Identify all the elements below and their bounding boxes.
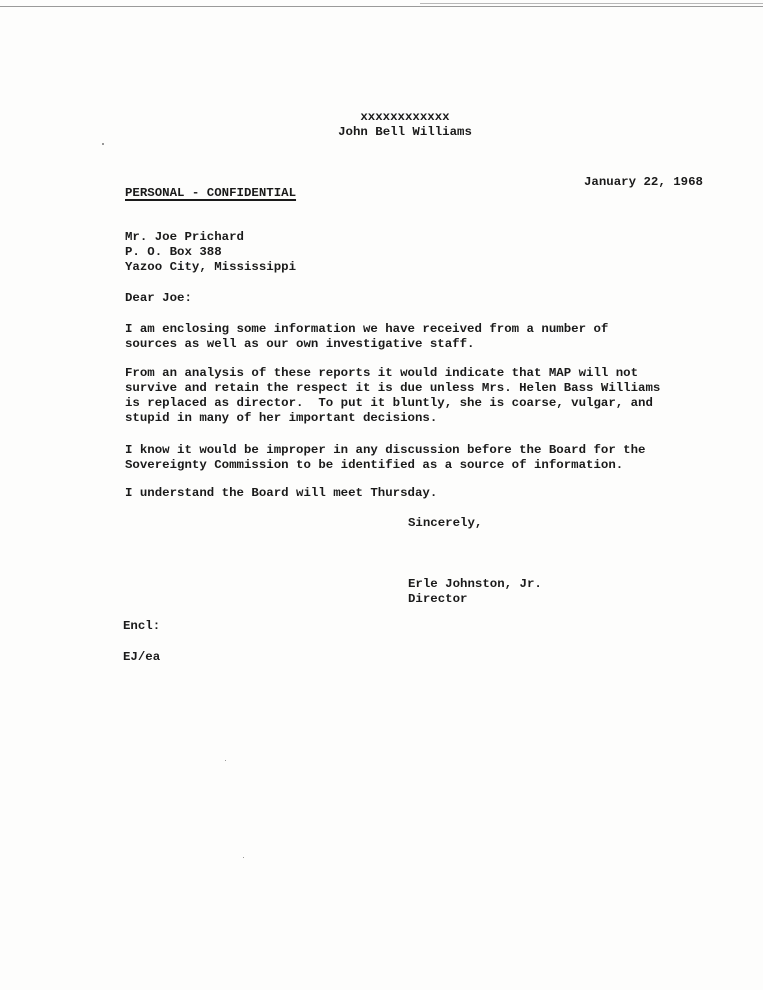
- paper-speck: [225, 760, 226, 761]
- closing: Sincerely,: [408, 516, 483, 530]
- recipient-name: Mr. Joe Prichard: [125, 230, 244, 244]
- signature-block: [408, 577, 688, 607]
- signer-title: Director: [408, 592, 468, 606]
- recipient-address: [125, 230, 685, 275]
- letterhead: [300, 110, 510, 140]
- paragraph-2: [125, 366, 685, 426]
- paragraph-line: I am enclosing some information we have received from a number of: [125, 322, 609, 336]
- recipient-box: P. O. Box 388: [125, 245, 222, 259]
- paragraph-line: I understand the Board will meet Thursday.: [125, 486, 438, 500]
- paragraph-4: [125, 486, 685, 501]
- letter-date: January 22, 1968: [584, 175, 703, 189]
- top-edge-rule-faint: [420, 3, 763, 4]
- letterhead-name: John Bell Williams: [338, 125, 472, 139]
- confidential-marking: PERSONAL - CONFIDENTIAL: [125, 186, 297, 200]
- paragraph-line: stupid in many of her important decisions.: [125, 411, 438, 425]
- enclosure-notation: Encl:: [123, 619, 161, 633]
- paragraph-line: sources as well as our own investigative staff.: [125, 337, 475, 351]
- salutation: Dear Joe:: [125, 291, 192, 305]
- paragraph-line: survive and retain the respect it is due unless Mrs. Helen Bass Williams: [125, 381, 661, 395]
- reference-initials: EJ/ea: [123, 650, 161, 664]
- paragraph-line: Sovereignty Commission to be identified as a source of information.: [125, 458, 624, 472]
- top-edge-rule: [0, 6, 763, 7]
- paragraph-line: From an analysis of these reports it would indicate that MAP will not: [125, 366, 639, 380]
- paragraph-3: [125, 443, 685, 473]
- letterhead-struck-line: xxxxxxxxxxxx: [360, 110, 450, 124]
- paragraph-line: I know it would be improper in any discussion before the Board for the: [125, 443, 646, 457]
- paragraph-line: is replaced as director. To put it bluntly, she is coarse, vulgar, and: [125, 396, 653, 410]
- signer-name: Erle Johnston, Jr.: [408, 577, 542, 591]
- paper-speck: [102, 143, 104, 145]
- paragraph-1: [125, 322, 685, 352]
- recipient-city: Yazoo City, Mississippi: [125, 260, 297, 274]
- paper-speck: [243, 857, 244, 858]
